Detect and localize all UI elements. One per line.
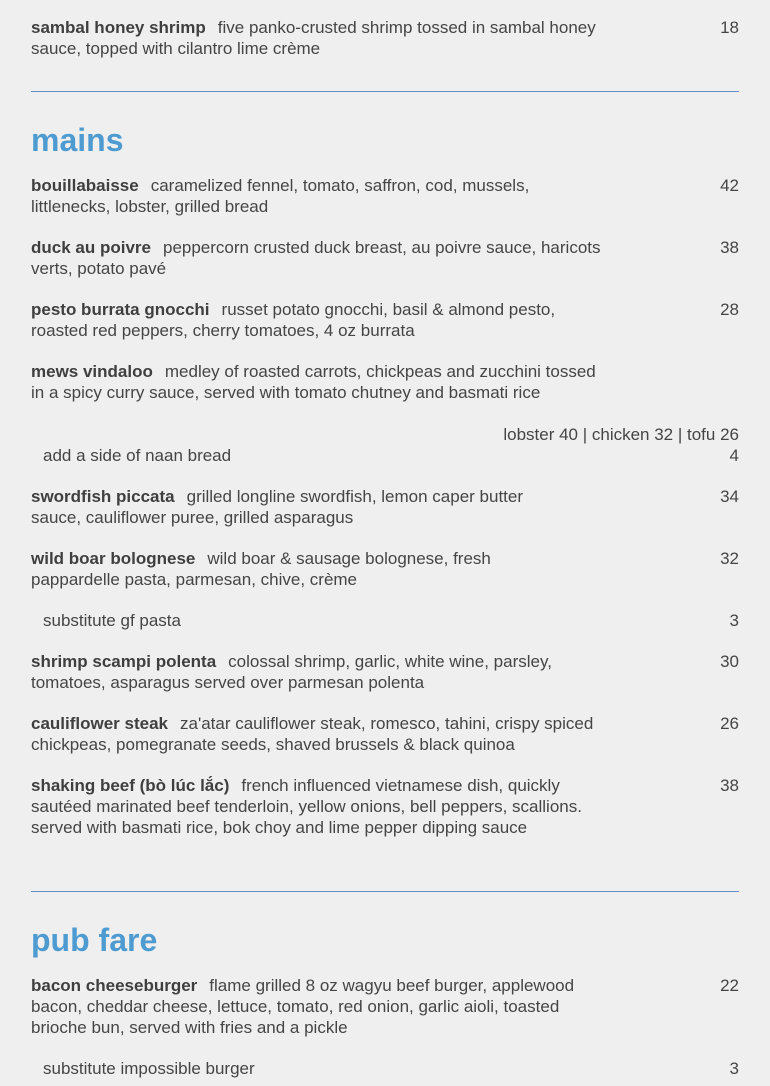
item-description: grilled longline swordfish, lemon caper butter sauce, cauliflower puree, grilled asparagus xyxy=(31,487,524,527)
item-name: shaking beef (bò lúc lắc) xyxy=(31,776,230,795)
addon-impossible-burger xyxy=(31,1058,739,1079)
item-description: russet potato gnocchi, basil & almond pesto, roasted red peppers, cherry tomatoes, 4 oz burrata xyxy=(31,300,556,340)
item-name: sambal honey shrimp xyxy=(31,18,206,37)
item-name: wild boar bolognese xyxy=(31,549,196,568)
item-description: wild boar & sausage bolognese, fresh pappardelle pasta, parmesan, chive, crème xyxy=(31,549,491,589)
item-description: caramelized fennel, tomato, saffron, cod, mussels, littlenecks, lobster, grilled bread xyxy=(31,176,530,216)
addon-naan-bread xyxy=(31,445,739,466)
item-name: swordfish piccata xyxy=(31,487,175,506)
item-name: mews vindaloo xyxy=(31,362,153,381)
item-name: shrimp scampi polenta xyxy=(31,652,217,671)
menu-item-shaking-beef xyxy=(31,775,739,838)
menu-item-mews-vindaloo xyxy=(31,361,739,403)
item-price: 38 xyxy=(720,776,739,795)
menu-item-cauliflower-steak xyxy=(31,713,739,755)
item-price: 38 xyxy=(720,238,739,257)
item-price: 34 xyxy=(720,487,739,506)
section-divider xyxy=(31,91,739,92)
item-description: peppercorn crusted duck breast, au poivre sauce, haricots verts, potato pavé xyxy=(31,238,601,278)
item-price: 28 xyxy=(720,300,739,319)
addon-price: 3 xyxy=(729,611,739,630)
item-name: cauliflower steak xyxy=(31,714,169,733)
section-heading-mains: mains xyxy=(31,122,124,158)
addon-label: add a side of naan bread xyxy=(43,446,232,465)
item-price: 22 xyxy=(720,976,739,995)
addon-label: substitute gf pasta xyxy=(43,611,181,630)
item-description: colossal shrimp, garlic, white wine, parsley, tomatoes, asparagus served over parmesan polenta xyxy=(31,652,552,692)
section-divider xyxy=(31,891,739,892)
menu-item-wild-boar-bolognese xyxy=(31,548,739,590)
addon-price: 4 xyxy=(729,446,739,465)
item-price: 30 xyxy=(720,652,739,671)
item-description: za'atar cauliflower steak, romesco, tahini, crispy spiced chickpeas, pomegranate seeds, shaved brussels & black quinoa xyxy=(31,714,594,754)
item-price-options: lobster 40 | chicken 32 | tofu 26 xyxy=(503,425,739,444)
item-name: pesto burrata gnocchi xyxy=(31,300,210,319)
item-price: 32 xyxy=(720,549,739,568)
item-price: 18 xyxy=(720,18,739,37)
item-description: five panko-crusted shrimp tossed in sambal honey sauce, topped with cilantro lime crème xyxy=(31,18,596,58)
menu-item-shrimp-scampi-polenta xyxy=(31,651,739,693)
menu-item-bouillabaisse xyxy=(31,175,739,217)
addon-label: substitute impossible burger xyxy=(43,1059,255,1078)
menu-item-pesto-burrata-gnocchi xyxy=(31,299,739,341)
item-description: flame grilled 8 oz wagyu beef burger, applewood bacon, cheddar cheese, lettuce, tomato, red onion, garlic aioli, toasted brioche bun, served with fries and a pickle xyxy=(31,976,575,1037)
menu-item-sambal-honey-shrimp xyxy=(31,17,739,59)
item-price: 42 xyxy=(720,176,739,195)
menu-item-bacon-cheeseburger xyxy=(31,975,739,1038)
menu-item-swordfish-piccata xyxy=(31,486,739,528)
item-name: bouillabaisse xyxy=(31,176,139,195)
item-name: bacon cheeseburger xyxy=(31,976,198,995)
section-heading-pub-fare: pub fare xyxy=(31,922,158,958)
item-name: duck au poivre xyxy=(31,238,151,257)
item-price: 26 xyxy=(720,714,739,733)
addon-price: 3 xyxy=(729,1059,739,1078)
item-description: french influenced vietnamese dish, quickly sautéed marinated beef tenderloin, yellow onions, bell peppers, scallions. served with basmati rice, bok choy and lime pepper dipping sauce xyxy=(31,776,582,837)
addon-gf-pasta xyxy=(31,610,739,631)
item-description: medley of roasted carrots, chickpeas and zucchini tossed in a spicy curry sauce, served with tomato chutney and basmati rice xyxy=(31,362,596,402)
menu-item-duck-au-poivre xyxy=(31,237,739,279)
